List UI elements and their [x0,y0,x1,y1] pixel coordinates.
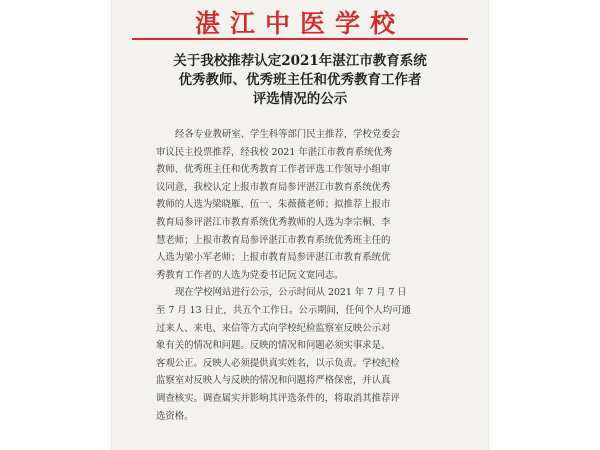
school-letterhead: 湛江中医学校 [194,9,405,38]
text-line: 监察室对反映人与反映的情况和问题将严格保密，并认真 [156,375,391,387]
text-line: 经各专业教研室、学生科等部门民主推荐，学校党委会 [175,129,401,140]
title-line: 优秀教师、优秀班主任和优秀教育工作者 [178,72,422,88]
document-page [112,0,488,450]
notice-body [156,126,456,425]
text-line: 教师、优秀班主任和优秀教育工作者评选工作领导小组审 [156,164,391,176]
text-line: 议同意，我校认定上报市教育局参评湛江市教育系统优秀 [156,181,391,193]
text-line: 至 7 月 13 日止，共五个工作日。公示期间，任何个人均可通 [156,304,411,316]
title-line: 关于我校推荐认定2021年湛江市教育系统 [173,53,427,69]
text-line: 过来人、来电、来信等方式向学校纪检监察室反映公示对 [156,322,391,334]
text-line: 教育局参评湛江市教育系统优秀教师的人选为李宗桐、李 [156,216,391,228]
text-line: 秀教育工作者的人选为党委书记阮文宽同志。 [156,269,344,281]
text-line: 现在学校网站进行公示，公示时间从 2021 年 7 月 7 日 [175,287,407,299]
text-line: 象有关的情况和问题。反映的情况和问题必须实事求是、 [156,340,391,352]
text-line: 教师的人选为梁晓雁、伍一、朱薇薇老师；拟推荐上报市 [156,199,391,211]
title-line: 评选情况的公示 [252,91,348,107]
text-line: 客观公正。反映人必须提供真实姓名，以示负责。学校纪检 [156,357,400,369]
text-line: 选资格。 [156,410,194,422]
paragraph-2 [156,284,456,425]
text-line: 人选为梁小军老师；上报市教育局参评湛江市教育系统优 [156,252,391,264]
paragraph-1 [156,126,456,284]
text-line: 审议民主投票推荐，经我校 2021 年湛江市教育系统优秀 [156,146,393,158]
letterhead-divider [132,38,468,40]
notice-title [112,52,488,109]
text-line: 慧老师；上报市教育局参评湛江市教育系统优秀班主任的 [156,234,391,246]
text-line: 调查核实。调查属实并影响其评选条件的，将取消其推荐评 [156,392,400,404]
